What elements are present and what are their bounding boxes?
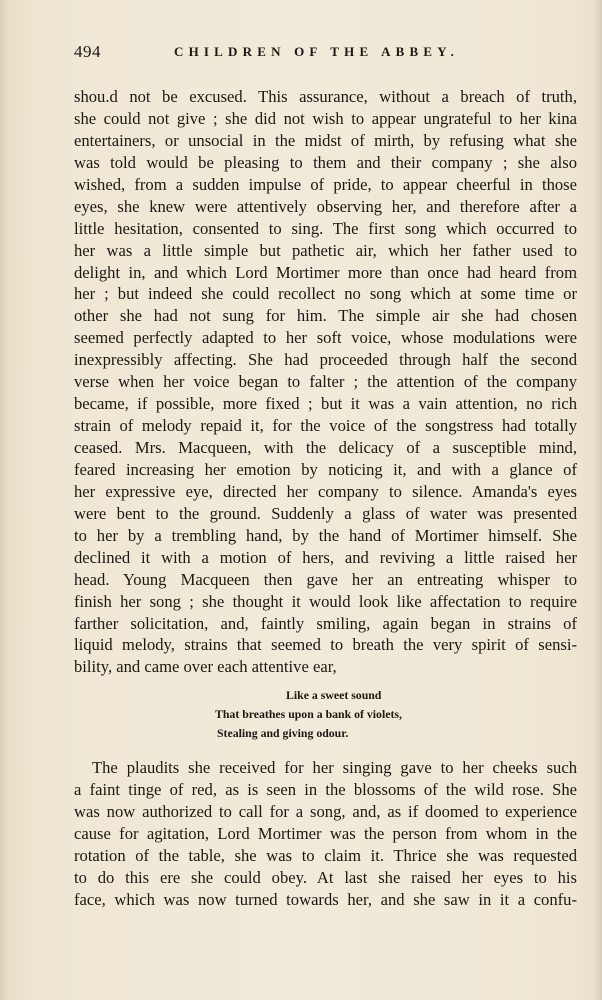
text-line: became, if possible, more fixed ; but it was a vain attention, no rich (74, 394, 577, 414)
text-line: bility, and came over each attentive ear, (74, 657, 337, 677)
page-header (74, 42, 580, 62)
verse-line: Stealing and giving odour. (217, 726, 349, 740)
page-edge-shadow-left (0, 0, 8, 1000)
text-line: cause for agitation, Lord Mortimer was the person from whom in the (74, 823, 577, 843)
text-line: to do this ere she could obey. At last she raised her eyes to his (74, 867, 577, 887)
text-line: were bent to the ground. Suddenly a glass of water was presented (74, 503, 577, 523)
text-line: seemed perfectly adapted to her soft voice, whose modulations were (74, 328, 577, 348)
text-line: ceased. Mrs. Macqueen, with the delicacy of a susceptible mind, (74, 438, 577, 457)
text-line: farther solicitation, and, faintly smiling, again began in strains of (74, 613, 577, 633)
text-line: face, which was now turned towards her, and she saw in it a confu- (74, 889, 577, 909)
text-line: The plaudits she received for her singing gave to her cheeks such (92, 758, 577, 777)
verse-line: That breathes upon a bank of violets, (215, 707, 402, 721)
page-edge-shadow-right (594, 0, 602, 1000)
text-line: her expressive eye, directed her company to silence. Amanda's eyes (74, 481, 577, 501)
text-line: verse when her voice began to falter ; the attention of the company (74, 372, 577, 392)
text-line: little hesitation, consented to sing. The first song which occurred to (74, 218, 577, 238)
text-line: was now authorized to call for a song, and, as if doomed to experience (74, 801, 577, 821)
text-line: declined it with a motion of hers, and reviving a little raised her (74, 547, 577, 567)
paragraph-2 (74, 757, 577, 911)
text-line: was told would be pleasing to them and their company ; she also (74, 152, 577, 172)
text-line: inexpressibly affecting. She had proceeded through half the second (74, 350, 577, 370)
running-title: CHILDREN OF THE ABBEY. (174, 44, 460, 59)
text-line: feared increasing her emotion by noticing it, and with a glance of (74, 459, 577, 479)
verse-quotation (215, 686, 475, 743)
text-line: head. Young Macqueen then gave her an entreating whisper to (74, 569, 577, 589)
text-line: wished, from a sudden impulse of pride, to appear cheerful in those (74, 174, 577, 194)
text-line: eyes, she knew were attentively observing her, and therefore after a (74, 196, 577, 216)
text-line: shou.d not be excused. This assurance, without a breach of truth, (74, 87, 577, 106)
text-line: she could not give ; she did not wish to appear ungrateful to her kina (74, 108, 577, 128)
text-line: other she had not sung for him. The simple air she had chosen (74, 306, 577, 326)
text-line: entertainers, or unsocial in the midst of mirth, by refusing what she (74, 130, 577, 150)
text-line: rotation of the table, she was to claim it. Thrice she was requested (74, 845, 577, 865)
text-line: finish her song ; she thought it would look like affectation to require (74, 591, 577, 611)
text-line: liquid melody, strains that seemed to breath the very spirit of sensi- (74, 635, 577, 655)
verse-line: Like a sweet sound (286, 688, 382, 702)
text-line: to her by a trembling hand, by the hand of Mortimer himself. She (74, 525, 577, 545)
text-line: a faint tinge of red, as is seen in the blossoms of the wild rose. She (74, 779, 577, 799)
text-line: delight in, and which Lord Mortimer more than once had heard from (74, 262, 577, 282)
page-number: 494 (74, 42, 101, 61)
text-line: strain of melody repaid it, for the voice of the songstress had totally (74, 416, 577, 436)
text-line: her ; but indeed she could recollect no song which at some time or (74, 284, 577, 304)
paragraph-1 (74, 86, 577, 678)
text-line: her was a little simple but pathetic air, which her father used to (74, 240, 577, 260)
